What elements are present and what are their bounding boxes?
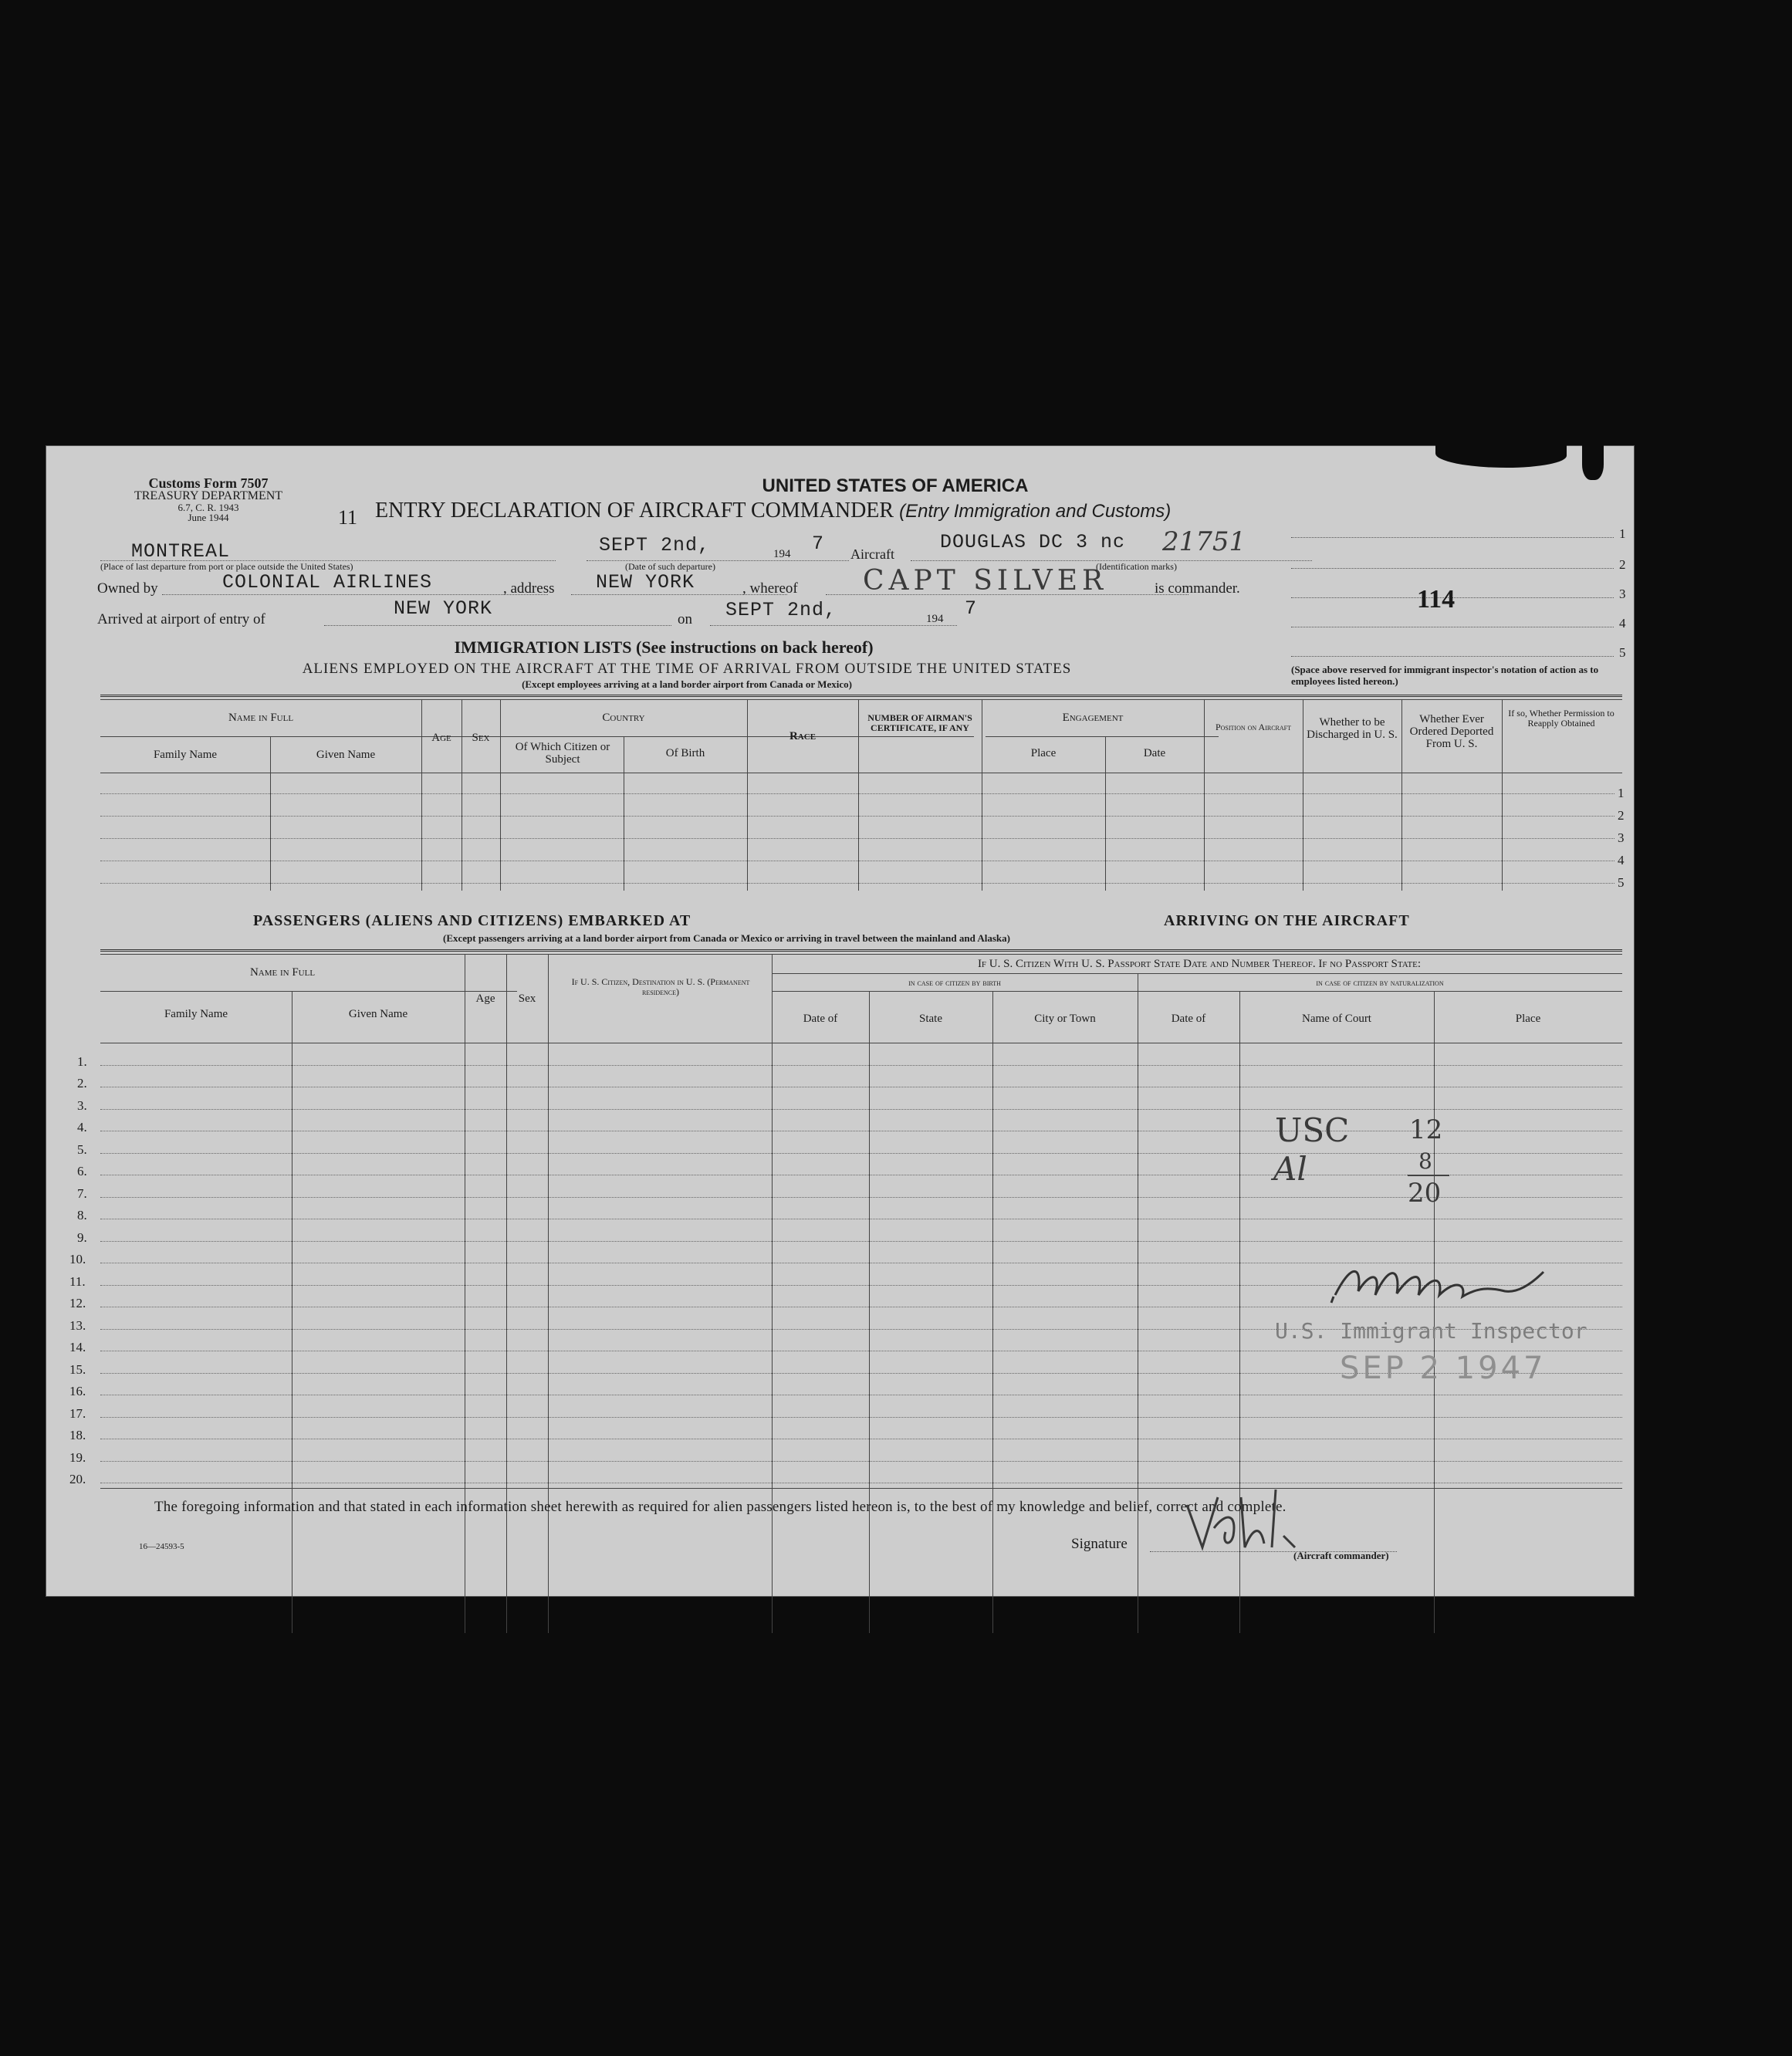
employee-row-number: 1 [1618,786,1625,800]
signature-label: Signature [1071,1536,1128,1552]
pax-col-family-name: Family Name [164,1008,228,1020]
passenger-row-number: 14. [69,1340,86,1354]
col-deported: Whether Ever Ordered Deported From U. S. [1409,713,1494,750]
col-age: Age [431,732,451,744]
departure-date-caption: (Date of such departure) [625,561,715,572]
employee-row-number: 4 [1618,853,1625,867]
right-line-number: 1 [1619,526,1626,541]
col-race: Race [789,730,817,742]
right-line-number: 2 [1619,557,1626,572]
immigration-subtitle: ALIENS EMPLOYED ON THE AIRCRAFT AT THE TIME OF ARRIVAL FROM OUTSIDE THE UNITED STATES [302,661,1072,677]
passenger-row-number: 4. [77,1120,87,1135]
col-given-name: Given Name [316,749,376,761]
aircraft-number-handwritten: 21751 [1162,526,1246,557]
passenger-row-number: 12. [69,1296,86,1310]
departure-place-value: MONTREAL [131,540,231,563]
pax-col-sex: Sex [518,992,536,1005]
customs-form-number: Customs Form 7507 [148,475,269,491]
passenger-row-number: 10. [69,1252,86,1266]
inspector-stamp-date: SEP 2 1947 [1340,1351,1547,1386]
col-discharged: Whether to be Discharged in U. S. [1307,716,1398,741]
immigration-title: IMMIGRATION LISTS (See instructions on back hereof) [454,637,874,657]
col-name-in-full: Name in Full [228,712,294,724]
pax-col-age: Age [475,992,495,1005]
year-prefix-2: 194 [926,613,944,625]
year-digit-2: 7 [965,597,978,620]
annotation-number-1: 12 [1409,1114,1443,1145]
immigration-note: (Except employees arriving at a land border airport from Canada or Mexico) [522,678,852,690]
col-engagement: Engagement [1062,712,1124,724]
treasury-label: TREASURY DEPARTMENT [134,489,283,502]
passenger-row-number: 20. [69,1472,86,1486]
right-line-number: 3 [1619,587,1626,601]
col-country: Country [602,712,645,724]
pax-col-passport: If U. S. Citizen With U. S. Passport State Date and Number Thereof. If no Passport State: [977,958,1422,970]
pax-col-place: Place [1515,1013,1541,1025]
passenger-row-number: 11. [69,1274,86,1289]
col-permission: If so, Whether Permission to Reapply Obtained [1508,708,1614,729]
col-citizen-of: Of Which Citizen or Subject [515,741,610,766]
form-date: June 1944 [188,512,229,523]
pax-col-state: State [919,1013,942,1025]
commander-signature-image [1179,1482,1318,1559]
year-digit: 7 [812,533,825,555]
passenger-row-number: 17. [69,1406,86,1421]
address-label: , address [503,580,555,597]
right-line-number: 5 [1619,645,1626,660]
annotation-number-2: 8 [1418,1148,1432,1174]
pax-col-naturalization-date: Date of [1171,1013,1206,1025]
cfr-label: 6.7, C. R. 1943 [178,502,239,513]
departure-place-caption: (Place of last departure from port or place outside the United States) [100,561,353,572]
departure-date-value: SEPT 2nd, [599,534,711,556]
torn-edge [1435,441,1567,468]
passenger-row-number: 6. [77,1164,87,1178]
col-sex: Sex [472,732,490,744]
inspector-signature-image [1327,1249,1559,1318]
signature-caption: (Aircraft commander) [1293,1550,1389,1561]
whereof-label: , whereof [742,580,798,597]
commander-handwritten: CAPT SILVER [863,565,1108,597]
col-engagement-date: Date [1143,747,1166,759]
pax-col-naturalization: in case of citizen by naturalization [1316,977,1444,988]
col-position: Position on Aircraft [1215,722,1291,732]
aircraft-value: DOUGLAS DC 3 nc [940,531,1126,553]
declaration-text: The foregoing information and that stated in each information sheet herewith as required for alien passengers listed hereon is, to the best of my knowledge and belief, correct and complete. [154,1499,1287,1515]
employee-row-number: 2 [1618,808,1625,823]
passenger-row-number: 19. [69,1450,86,1465]
right-line-number: 4 [1619,616,1626,631]
annotation-number-3: 20 [1408,1178,1442,1209]
arrival-date-value: SEPT 2nd, [725,599,837,621]
col-of-birth: Of Birth [665,747,705,759]
passenger-row-number: 8. [77,1208,87,1222]
col-airman-certificate: NUMBER OF AIRMAN'S CERTIFICATE, IF ANY [867,712,972,733]
pax-col-court: Name of Court [1302,1013,1371,1025]
employee-row-number: 3 [1618,830,1625,845]
pax-col-birth: in case of citizen by birth [908,977,1001,988]
inspector-stamp-title: U.S. Immigrant Inspector [1275,1318,1587,1344]
commander-suffix: is commander. [1155,580,1240,597]
pax-col-name-in-full: Name in Full [249,966,316,979]
pax-col-city: City or Town [1034,1013,1096,1025]
form-title-sub: (Entry Immigration and Customs) [899,501,1172,522]
on-label: on [678,611,692,627]
passenger-row-number: 15. [69,1362,86,1377]
col-engagement-place: Place [1030,747,1057,759]
passengers-title-right: ARRIVING ON THE AIRCRAFT [1164,912,1410,929]
country-heading: UNITED STATES OF AMERICA [762,475,1029,496]
passenger-row-number: 13. [69,1318,86,1333]
arrived-label: Arrived at airport of entry of [97,611,265,627]
inspector-count: 114 [1417,585,1456,614]
aircraft-label: Aircraft [850,546,894,562]
owned-by-label: Owned by [97,580,158,597]
annotation-al: Al [1273,1150,1307,1188]
arrival-airport-value: NEW YORK [394,597,493,620]
torn-edge [1582,441,1604,480]
pax-col-destination: If U. S. Citizen, Destination in U. S. (Permanent residence) [571,976,750,997]
passenger-row-number: 7. [77,1186,87,1201]
col-family-name: Family Name [153,749,218,761]
employee-row-number: 5 [1618,875,1625,890]
form-title-main: ENTRY DECLARATION OF AIRCRAFT COMMANDER [375,499,894,522]
inspector-note: (Space above reserved for immigrant inspector's notation of action as to employees listed hereon.) [1291,664,1599,687]
owner-value: COLONIAL AIRLINES [222,571,433,593]
passengers-note: (Except passengers arriving at a land border airport from Canada or Mexico or arriving in travel between the mainland and Alaska) [443,932,1010,944]
passenger-row-number: 9. [77,1230,87,1245]
pax-col-given-name: Given Name [348,1008,408,1020]
passenger-row-number: 16. [69,1384,86,1398]
print-code: 16—24593-5 [139,1542,184,1551]
passenger-row-number: 2. [77,1076,87,1091]
declaration-form [46,446,1634,1596]
address-value: NEW YORK [596,571,695,593]
pax-col-birth-date: Date of [803,1013,838,1025]
passenger-row-number: 1. [77,1054,87,1069]
passenger-row-number: 3. [77,1098,87,1113]
passenger-row-number: 18. [69,1428,86,1442]
passengers-title-left: PASSENGERS (ALIENS AND CITIZENS) EMBARKED AT [253,912,691,929]
aircraft-caption: (Identification marks) [1096,561,1177,572]
sheet-number: 11 [338,506,358,529]
annotation-usc: USC [1275,1111,1350,1149]
passenger-row-number: 5. [77,1142,87,1157]
year-prefix: 194 [773,548,791,560]
form-title [375,499,1171,523]
